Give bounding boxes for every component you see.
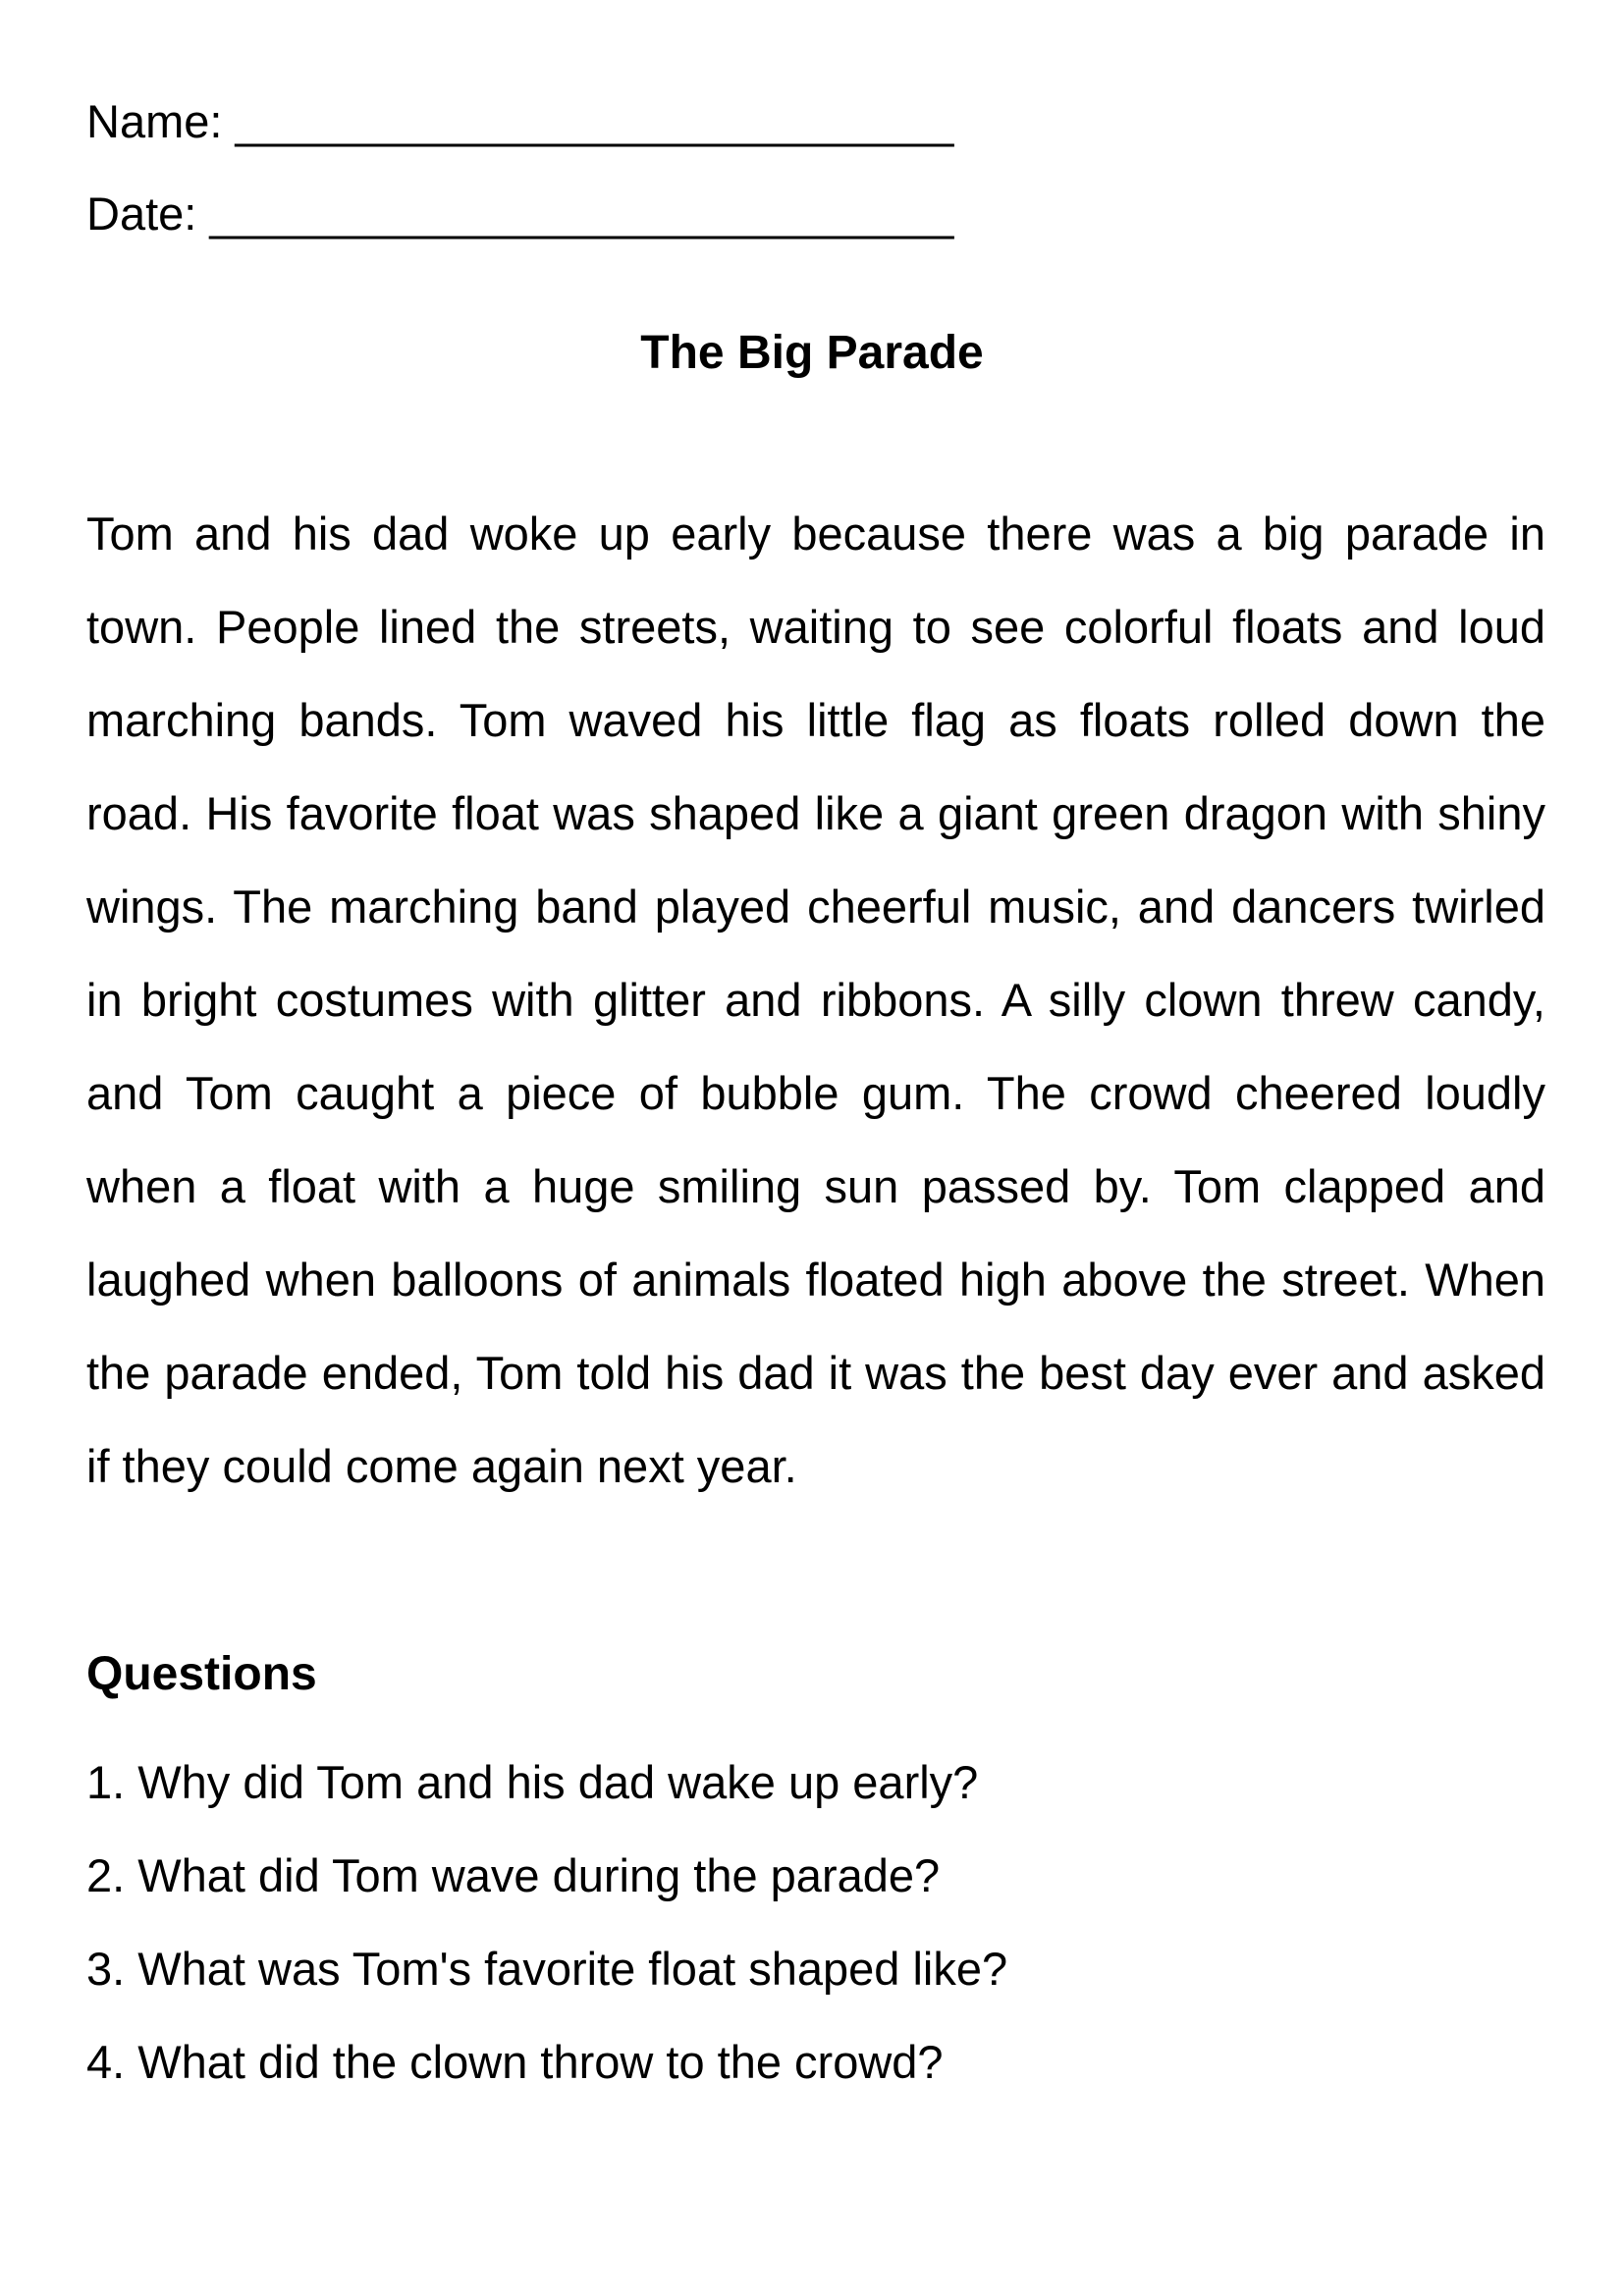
question-item: 1. Why did Tom and his dad wake up early? [86, 1756, 979, 1808]
question-item: 3. What was Tom's favorite float shaped like? [86, 1943, 1008, 1995]
questions-heading: Questions [86, 1648, 317, 1700]
question-item: 2. What did Tom wave during the parade? [86, 1849, 941, 1901]
question-item: 4. What did the clown throw to the crowd? [86, 2036, 944, 2088]
story-paragraph: Tom and his dad woke up early because there was a big parade in town. People lined the streets, waiting to see colorful floats and loud marching bands. Tom waved his little flag as floats rolled down the road. His favorite float was shaped like a giant green dragon with shiny wings. The marching band played cheerful music, and dancers twirled in bright costumes with glitter and ribbons. A silly clown threw candy, and Tom caught a piece of bubble gum. The crowd cheered loudly when a float with a huge smiling sun passed by. Tom clapped and laughed when balloons of animals floated high above the street. When the parade ended, Tom told his dad it was the best day ever and asked if they could come again next year. [86, 507, 1545, 1492]
story-title: The Big Parade [640, 327, 984, 379]
name-field[interactable]: Name: ____________________________ [86, 95, 954, 147]
questions-list [86, 1735, 1007, 2109]
date-field[interactable]: Date: _____________________________ [86, 187, 954, 240]
